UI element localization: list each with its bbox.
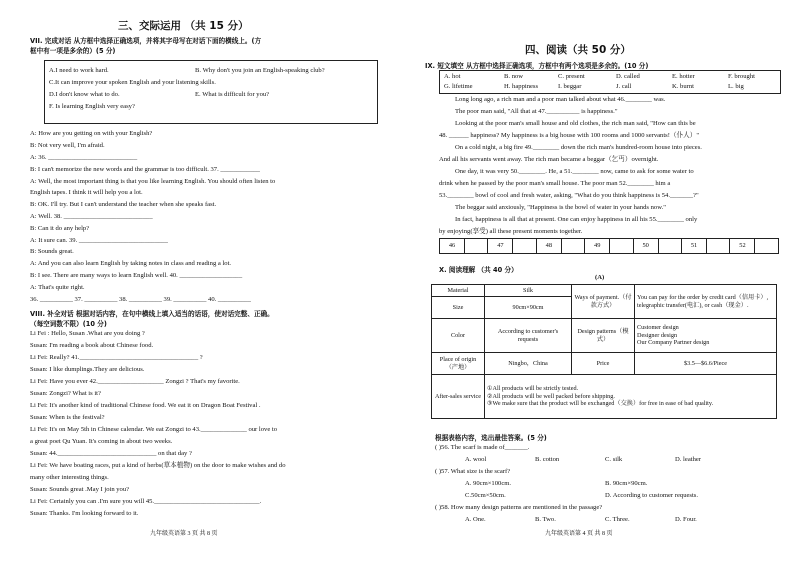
cell-price-label: Price bbox=[572, 353, 635, 375]
passage-line: 53.________ bowl of cool and fresh water, asking, "What do you think happiness is 54._______?" bbox=[439, 192, 699, 199]
section-title-4: 四、阅读（共 50 分） bbox=[525, 44, 631, 56]
dialog-line: B: Can it do any help? bbox=[30, 225, 90, 232]
dialog2-line: Susan: Zongzi? What is it? bbox=[30, 390, 101, 397]
part-a-label: (A) bbox=[595, 274, 605, 281]
option-c: C.It can improve your spoken English and your listening skills. bbox=[49, 79, 216, 86]
dialog2-line: Susan: Thanks. I'm looking forward to it. bbox=[30, 510, 139, 517]
cell-size-label: Size bbox=[432, 297, 485, 319]
passage-line: On a cold night, a big fire 49.________ down the rich man's hundred-room house into pieces. bbox=[455, 144, 702, 151]
word-option: K. burnt bbox=[672, 83, 694, 90]
design-value: Customer design bbox=[637, 324, 679, 332]
answer-cell: 52 bbox=[730, 239, 755, 254]
choice: A. 90cm×100cm. bbox=[465, 480, 512, 487]
question-57: ( )57. What size is the scarf? bbox=[435, 468, 511, 475]
answer-cell: 51 bbox=[682, 239, 707, 254]
dialog-line: A: It sure can. 39. ___________________________ bbox=[30, 237, 168, 244]
dialog2-line: Susan: When is the festival? bbox=[30, 414, 105, 421]
viii-title: VIII. 补全对话 根据对话内容，在句中横线上填入适当的话语，使对话完整、正确。 bbox=[30, 310, 274, 318]
question-56: ( )56. The scarf is made of_______. bbox=[435, 444, 530, 451]
choice: A. One. bbox=[465, 516, 486, 523]
dialog-line: A: How are you getting on with your English? bbox=[30, 130, 153, 137]
answer-cell[interactable] bbox=[755, 239, 779, 254]
passage-line: Looking at the poor man's small house and old clothes, the rich man said, "How can this be bbox=[455, 120, 696, 127]
dialog-line: B: Sounds great. bbox=[30, 248, 74, 255]
dialog-line: A: And you can also learn English by taking notes in class and reading a lot. bbox=[30, 260, 232, 267]
passage-line: by enjoying(享受) all these present moments together. bbox=[439, 228, 583, 235]
dialog2-line: Li Fei: It's on May 5th in Chinese calendar. We eat Zongzi to 43.______________ our love to bbox=[30, 426, 278, 433]
word-option: E. hotter bbox=[672, 73, 695, 80]
word-option: D. called bbox=[616, 73, 640, 80]
dialog-line: B: I can't memorize the new words and the grammar is too difficult. 37. ____________ bbox=[30, 166, 260, 173]
cell-color-label: Color bbox=[432, 319, 485, 353]
choice: D. According to customer requests. bbox=[605, 492, 699, 499]
passage-line: One day, it was very 50.________. He, a 51.________ now, came to ask for some water to bbox=[455, 168, 694, 175]
dialog-line: B: OK. I'll try. But I can't understand the teacher when she speaks fast. bbox=[30, 201, 217, 208]
vii-title-2: 框中有一项是多余的）(5 分) bbox=[30, 47, 116, 55]
choice: B. Two. bbox=[535, 516, 556, 523]
dialog2-line: Susan: I like dumplings.They are delicious. bbox=[30, 366, 145, 373]
dialog-line: A: Well, the most important thing is that you like learning English. You should often listen to bbox=[30, 178, 276, 185]
answer-cell[interactable] bbox=[707, 239, 730, 254]
passage-line: Long long ago, a rich man and a poor man talked about what 46.________ was. bbox=[455, 96, 666, 103]
choice: A. wool bbox=[465, 456, 487, 463]
cell-silk: Silk bbox=[485, 285, 572, 297]
cell-price-value: $3.5—$6.6/Piece bbox=[635, 353, 777, 375]
cell-design-values bbox=[635, 319, 777, 353]
answer-cell[interactable] bbox=[513, 239, 536, 254]
answer-cell: 48 bbox=[536, 239, 561, 254]
word-option: C. present bbox=[558, 73, 585, 80]
cell-origin-value: Ningbo，China bbox=[485, 353, 572, 375]
word-option: G. lifetime bbox=[444, 83, 473, 90]
option-a: A.I need to work hard. bbox=[49, 67, 109, 74]
choice: D. leather bbox=[675, 456, 701, 463]
options-box bbox=[44, 60, 378, 124]
answer-cell: 46 bbox=[440, 239, 465, 254]
q-title: 根据表格内容，选出最佳答案。(5 分) bbox=[435, 434, 547, 442]
word-option: J. call bbox=[616, 83, 632, 90]
page-footer: 九年级英语第 3 页 共 8 页 bbox=[150, 531, 218, 537]
dialog2-line: Susan: I'm reading a book about Chinese food. bbox=[30, 342, 154, 349]
dialog2-line: Li Fei: Certainly you can .I'm sure you will 45.________________________________. bbox=[30, 498, 262, 505]
question-58: ( )58. How many design patterns are mentioned in the passage? bbox=[435, 504, 603, 511]
answer-cell[interactable] bbox=[610, 239, 633, 254]
dialog2-line: Li Fei: Really? 41.____________________________________ ? bbox=[30, 354, 203, 361]
dialog2-line: Li Fei: It's another kind of traditional Chinese food. We eat it on Dragon Boat Festival . bbox=[30, 402, 261, 409]
dialog2-line: Li Fei : Hello, Susan .What are you doing ? bbox=[30, 330, 145, 337]
word-box bbox=[439, 70, 781, 94]
passage-line: And all his servants went away. The rich man became a beggar（乞丐）overnight. bbox=[439, 156, 659, 163]
passage-line: The poor man said, "All that at 47.__________ is happiness." bbox=[455, 108, 618, 115]
dialog-line: English tapes. I think it will help you a lot. bbox=[30, 189, 143, 196]
product-table bbox=[431, 284, 777, 419]
x-title: X. 阅读理解 （共 40 分） bbox=[439, 266, 518, 274]
answer-cell: 49 bbox=[585, 239, 610, 254]
dialog-line: B: Not very well, I'm afraid. bbox=[30, 142, 105, 149]
word-option: H. happiness bbox=[504, 83, 539, 90]
after-item: ①All products will be strictly tested. bbox=[487, 385, 579, 393]
option-d: D.I don't know what to do. bbox=[49, 91, 120, 98]
design-value: Our Company Partner design bbox=[637, 339, 710, 347]
cell-color-value: According to customer's requests bbox=[485, 319, 572, 353]
dialog2-line: Li Fei: Have you ever 42.____________________ Zongzi ? That's my favorite. bbox=[30, 378, 240, 385]
cell-after-label: After-sales service bbox=[432, 375, 485, 419]
after-item: ③We make sure that the product will be exchanged（交换）for free in ease of bad quality. bbox=[487, 400, 714, 408]
dialog2-line: a great poet Qu Yuan. It's coming in about two weeks. bbox=[30, 438, 173, 445]
after-item: ②All products will be well packed before shipping. bbox=[487, 392, 615, 400]
option-b: B. Why don't you join an English-speaking club? bbox=[195, 67, 325, 74]
passage-line: 48. ______ happiness? My happiness is a big house with 100 rooms and 1000 servants!（仆人）" bbox=[439, 132, 700, 139]
answer-cell[interactable] bbox=[561, 239, 584, 254]
word-option: L. big bbox=[728, 83, 744, 90]
word-option: I. beggar bbox=[558, 83, 582, 90]
option-f: F. Is learning English very easy? bbox=[49, 103, 135, 110]
cell-size-value: 90cm×90cm bbox=[485, 297, 572, 319]
answer-cell: 47 bbox=[488, 239, 513, 254]
dialog-line: A: That's quite right. bbox=[30, 284, 85, 291]
cell-after-values bbox=[485, 375, 777, 419]
choice: B. 90cm×90cm. bbox=[605, 480, 648, 487]
dialog2-line: Li Fei: We have boating races, put a kind of herbs(草本植物) on the door to make wishes and do bbox=[30, 462, 286, 469]
answer-table bbox=[439, 238, 779, 254]
passage-line: The beggar said anxiously, "Happiness is the bowl of water in your hands now." bbox=[455, 204, 666, 211]
right-page bbox=[425, 0, 777, 561]
cell-payment: You can pay for the order by credit card（信用卡）, telegraphic transfer(电汇), or cash（现金）. bbox=[635, 285, 777, 319]
viii-title-2: （每空词数不限）(10 分) bbox=[30, 320, 107, 328]
passage-line: In fact, happiness is all that at present. One can enjoy happiness in all his 55.________ only bbox=[455, 216, 698, 223]
page-footer: 九年级英语第 4 页 共 8 页 bbox=[545, 531, 613, 537]
left-page bbox=[30, 0, 382, 561]
dialog2-line: many other interesting things. bbox=[30, 474, 109, 481]
answer-cell[interactable] bbox=[465, 239, 488, 254]
dialog-line: A: 36. ___________________________ bbox=[30, 154, 138, 161]
dialog-line: A: Well. 38. ___________________________ bbox=[30, 213, 153, 220]
word-option: F. brought bbox=[728, 73, 755, 80]
cell-material-label: Material bbox=[432, 285, 485, 297]
choice: B. cotton bbox=[535, 456, 560, 463]
dialog2-line: Susan: 44.______________________________ on that day ? bbox=[30, 450, 192, 457]
cell-ways-label: Ways of payment.（付款方式） bbox=[572, 285, 635, 319]
word-option: A. hot bbox=[444, 73, 461, 80]
cell-design-label: Design patterns（模式） bbox=[572, 319, 635, 353]
answer-line: 36. __________ 37. __________ 38. __________ 39. __________ 40. __________ bbox=[30, 296, 251, 303]
choice: C.50cm×50cm. bbox=[465, 492, 506, 499]
option-e: E. What is difficult for you? bbox=[195, 91, 270, 98]
choice: C. Three. bbox=[605, 516, 630, 523]
dialog-line: B: I see. There are many ways to learn English well. 40. ___________________ bbox=[30, 272, 243, 279]
choice: C. silk bbox=[605, 456, 623, 463]
answer-cell: 50 bbox=[633, 239, 658, 254]
vii-title: VII. 完成对话 从方框中选择正确选项，并将其字母写在对话下面的横线上。(方 bbox=[30, 37, 262, 45]
section-title-3: 三、交际运用 （共 15 分） bbox=[118, 20, 249, 32]
cell-origin-label: Place of origin（产地） bbox=[432, 353, 485, 375]
answer-cell[interactable] bbox=[658, 239, 681, 254]
ix-title: IX. 短文填空 从方框中选择正确选项，方框中有两个选项是多余的。(10 分) bbox=[425, 62, 649, 70]
word-option: B. now bbox=[504, 73, 524, 80]
choice: D. Four. bbox=[675, 516, 697, 523]
design-value: Designer design bbox=[637, 331, 678, 339]
dialog2-line: Susan: Sounds great .May I join you? bbox=[30, 486, 130, 493]
passage-line: drink when he passed by the poor man's small house. The poor man 52.________ him a bbox=[439, 180, 671, 187]
